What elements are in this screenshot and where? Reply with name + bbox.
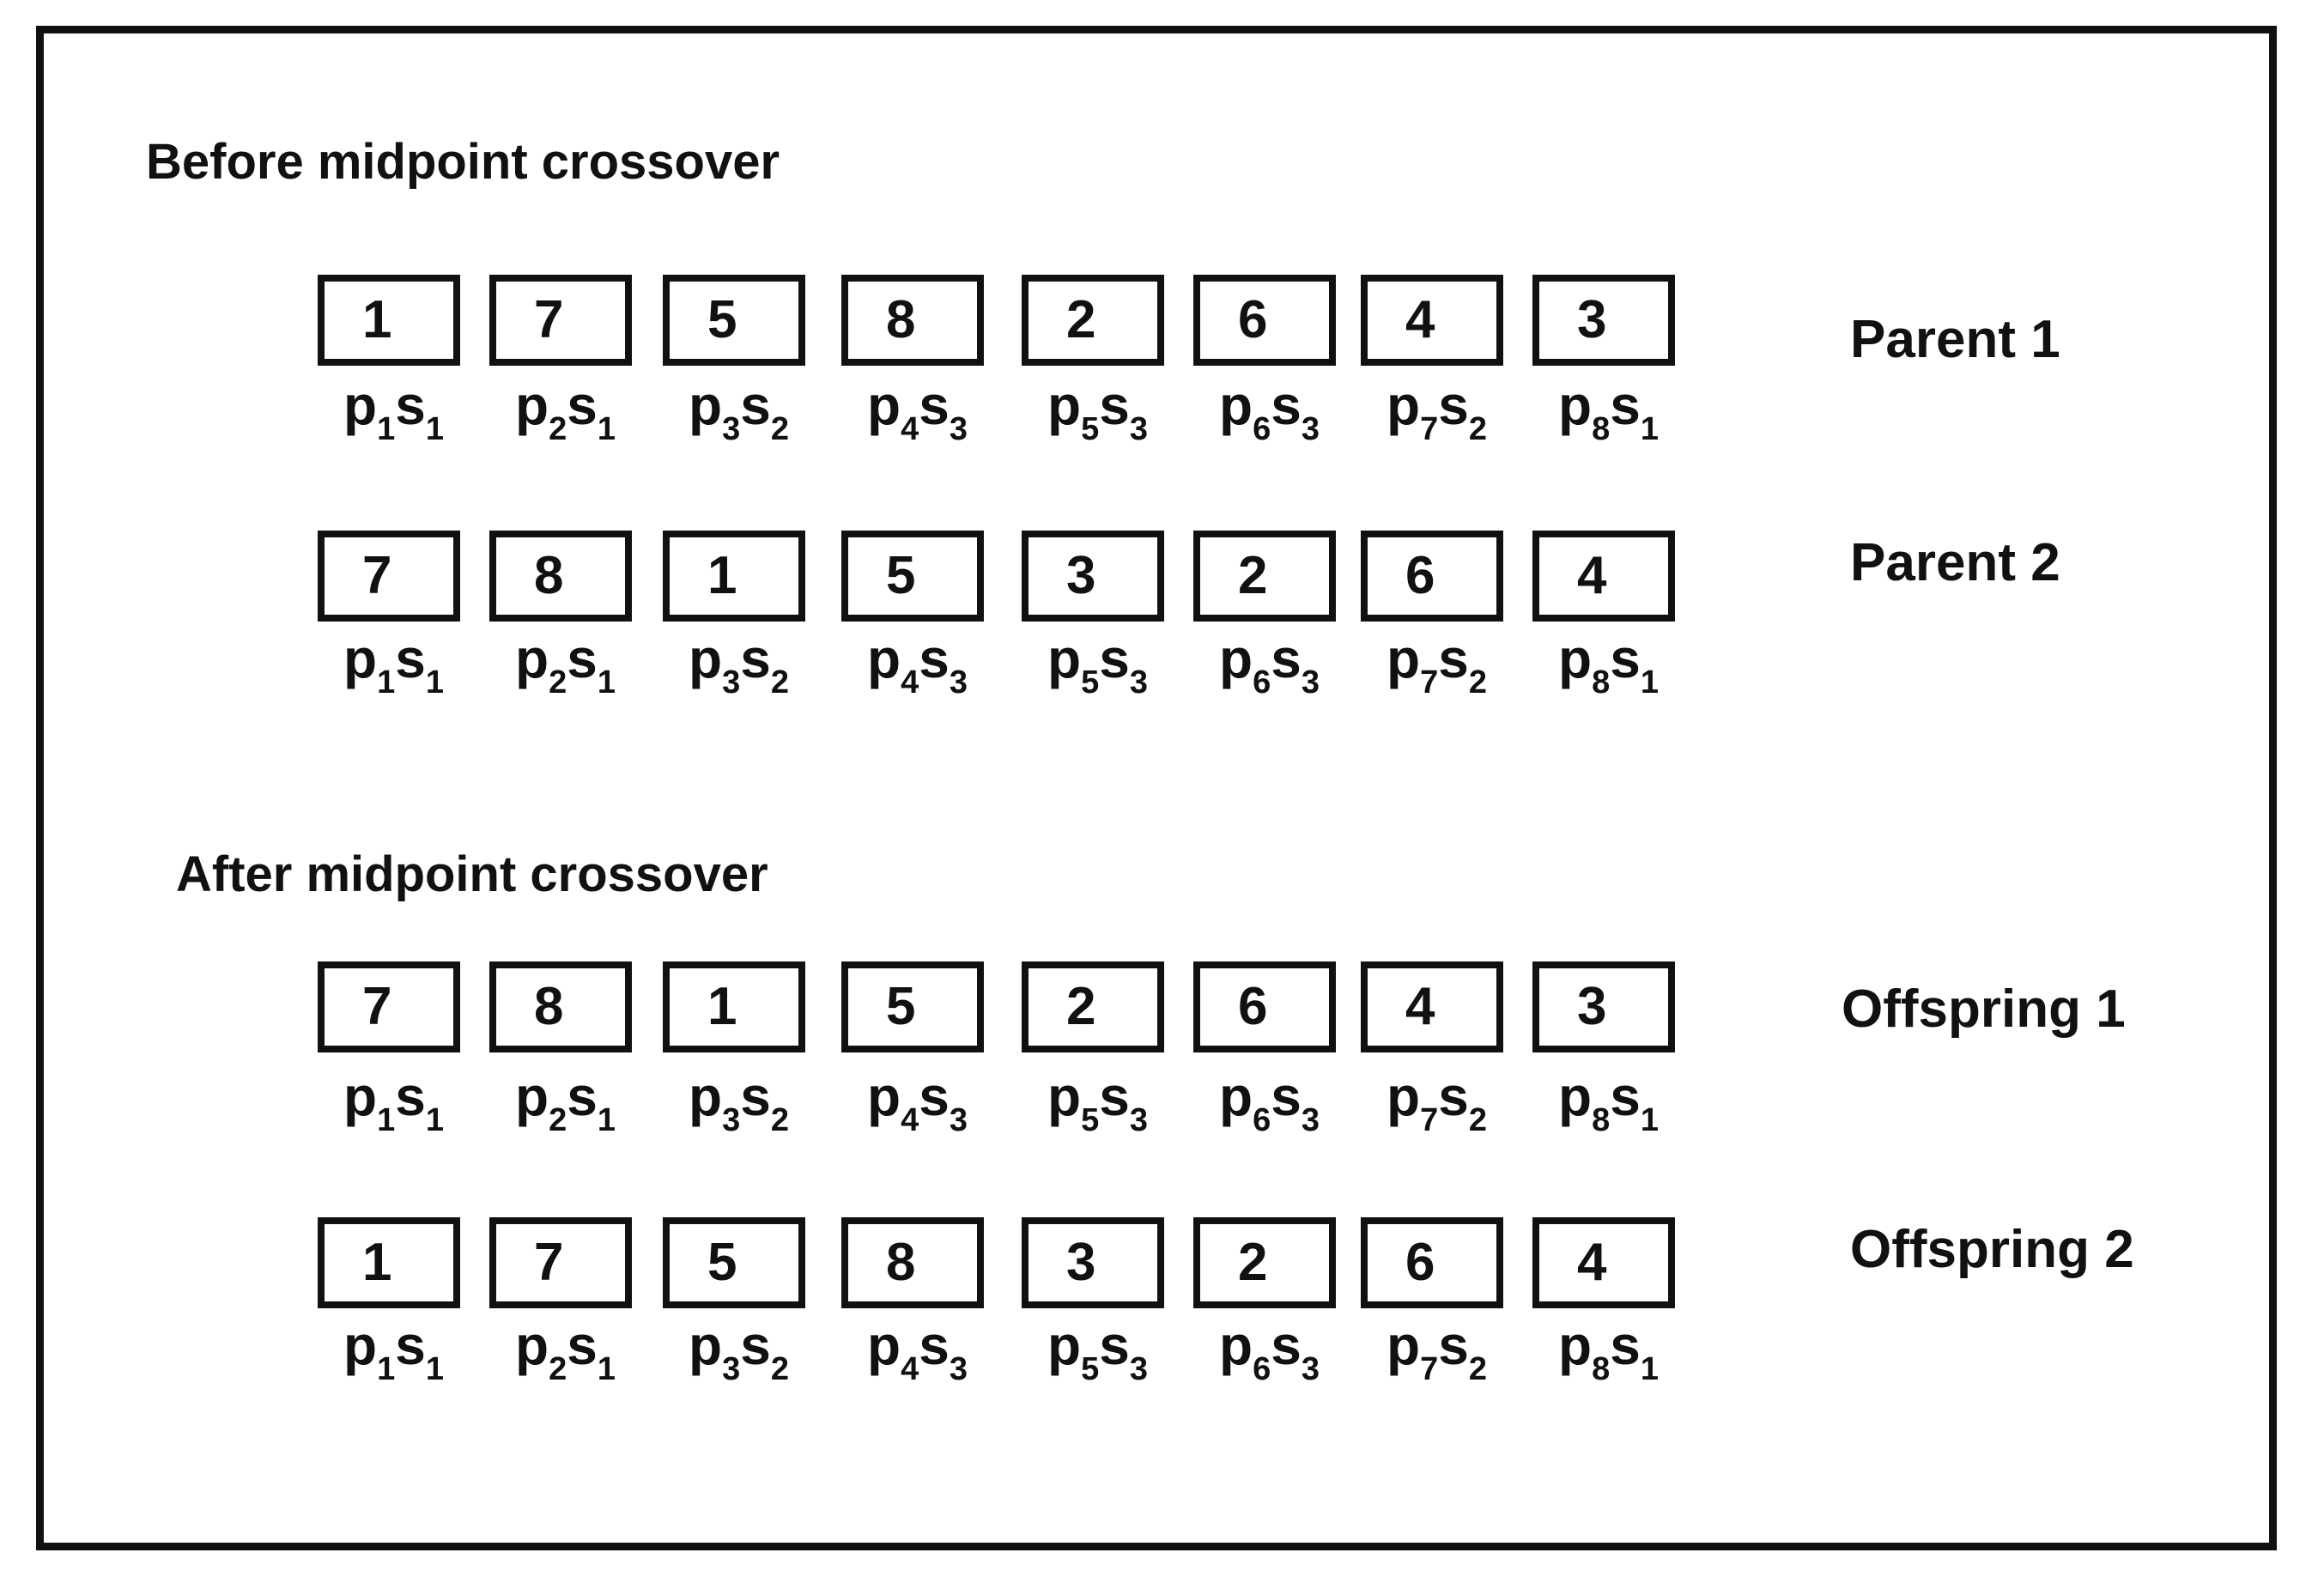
parent-2-gene-position-label bbox=[1387, 628, 1487, 701]
p-subscript: 1 bbox=[377, 411, 396, 447]
s-letter: s bbox=[1438, 1065, 1469, 1127]
parent-1-gene-value: 7 bbox=[534, 290, 564, 349]
p-subscript: 7 bbox=[1420, 1102, 1439, 1138]
p-letter: p bbox=[343, 1314, 378, 1376]
offspring-1-gene-position-label bbox=[515, 1065, 616, 1138]
offspring-1-gene-position-label bbox=[343, 1065, 444, 1138]
s-subscript: 3 bbox=[1301, 411, 1320, 447]
parent-1-gene-position-label bbox=[1047, 374, 1148, 447]
s-letter: s bbox=[1271, 1314, 1302, 1376]
s-letter: s bbox=[567, 1314, 598, 1376]
parent-2-gene-value: 2 bbox=[1238, 546, 1268, 605]
s-subscript: 3 bbox=[1301, 664, 1320, 701]
p-letter: p bbox=[689, 374, 723, 436]
p-subscript: 5 bbox=[1081, 1351, 1100, 1387]
p-letter: p bbox=[515, 628, 549, 689]
s-letter: s bbox=[567, 374, 598, 436]
p-letter: p bbox=[689, 1314, 723, 1376]
parent-2-gene-position-label bbox=[689, 628, 789, 701]
s-subscript: 2 bbox=[770, 411, 789, 447]
p-letter: p bbox=[689, 1065, 723, 1127]
parent-1-label: Parent 1 bbox=[1850, 310, 2060, 369]
p-subscript: 7 bbox=[1420, 664, 1439, 701]
parent-2-label: Parent 2 bbox=[1850, 533, 2060, 592]
parent-2-gene-value: 8 bbox=[534, 546, 564, 605]
p-subscript: 8 bbox=[1592, 1351, 1611, 1387]
s-letter: s bbox=[919, 1314, 950, 1376]
parent-2-gene-value: 1 bbox=[707, 546, 737, 605]
p-subscript: 8 bbox=[1592, 411, 1611, 447]
p-letter: p bbox=[1047, 1314, 1082, 1376]
offspring-1-gene-value: 1 bbox=[707, 977, 737, 1036]
p-letter: p bbox=[1558, 1065, 1593, 1127]
parent-2-gene-position-label bbox=[1219, 628, 1320, 701]
p-letter: p bbox=[689, 628, 723, 689]
p-letter: p bbox=[1387, 1314, 1421, 1376]
p-subscript: 3 bbox=[722, 1351, 741, 1387]
s-subscript: 1 bbox=[1640, 411, 1659, 447]
p-subscript: 6 bbox=[1253, 1102, 1271, 1138]
s-letter: s bbox=[1610, 1314, 1641, 1376]
p-subscript: 7 bbox=[1420, 411, 1439, 447]
p-subscript: 3 bbox=[722, 1102, 741, 1138]
p-letter: p bbox=[515, 374, 549, 436]
p-letter: p bbox=[343, 628, 378, 689]
parent-2-gene-value: 4 bbox=[1577, 546, 1607, 605]
parent-2-gene-value: 6 bbox=[1405, 546, 1435, 605]
parent-1-gene-position-label bbox=[689, 374, 789, 447]
parent-2-gene-position-label bbox=[1047, 628, 1148, 701]
p-letter: p bbox=[1387, 374, 1421, 436]
s-letter: s bbox=[567, 1065, 598, 1127]
offspring-2-gene-position-label bbox=[1558, 1314, 1659, 1387]
offspring-2-gene-position-label bbox=[1387, 1314, 1487, 1387]
s-letter: s bbox=[1438, 374, 1469, 436]
s-subscript: 3 bbox=[949, 411, 968, 447]
offspring-1-gene-value: 5 bbox=[886, 977, 916, 1036]
offspring-2-gene-position-label bbox=[1047, 1314, 1148, 1387]
s-subscript: 3 bbox=[949, 1351, 968, 1387]
offspring-2-gene-value: 7 bbox=[534, 1233, 564, 1292]
s-letter: s bbox=[740, 1065, 771, 1127]
p-subscript: 1 bbox=[377, 664, 396, 701]
parent-2-gene-position-label bbox=[1558, 628, 1659, 701]
s-letter: s bbox=[740, 628, 771, 689]
p-letter: p bbox=[1558, 374, 1593, 436]
s-subscript: 3 bbox=[949, 664, 968, 701]
parent-1-gene-position-label bbox=[1219, 374, 1320, 447]
s-subscript: 1 bbox=[425, 411, 444, 447]
p-subscript: 6 bbox=[1253, 1351, 1271, 1387]
p-subscript: 4 bbox=[901, 411, 919, 447]
parent-2-gene-position-label bbox=[867, 628, 968, 701]
s-letter: s bbox=[567, 628, 598, 689]
parent-1-gene-value: 8 bbox=[886, 290, 916, 349]
s-subscript: 2 bbox=[770, 1351, 789, 1387]
parent-1-gene-value: 2 bbox=[1066, 290, 1096, 349]
offspring-1-gene-value: 7 bbox=[362, 977, 392, 1036]
p-letter: p bbox=[515, 1314, 549, 1376]
s-letter: s bbox=[395, 628, 426, 689]
offspring-2-gene-position-label bbox=[689, 1314, 789, 1387]
offspring-2-gene-position-label bbox=[343, 1314, 444, 1387]
p-letter: p bbox=[867, 628, 901, 689]
parent-1-gene-position-label bbox=[867, 374, 968, 447]
s-subscript: 1 bbox=[597, 411, 616, 447]
s-subscript: 1 bbox=[1640, 664, 1659, 701]
s-letter: s bbox=[740, 374, 771, 436]
s-subscript: 3 bbox=[1129, 1351, 1148, 1387]
offspring-1-gene-value: 6 bbox=[1238, 977, 1268, 1036]
p-letter: p bbox=[1558, 1314, 1593, 1376]
p-letter: p bbox=[343, 1065, 378, 1127]
p-subscript: 6 bbox=[1253, 411, 1271, 447]
s-subscript: 1 bbox=[425, 1102, 444, 1138]
offspring-2-gene-position-label bbox=[515, 1314, 616, 1387]
p-subscript: 5 bbox=[1081, 1102, 1100, 1138]
parent-1-gene-value: 6 bbox=[1238, 290, 1268, 349]
p-letter: p bbox=[1047, 374, 1082, 436]
s-subscript: 3 bbox=[1301, 1351, 1320, 1387]
s-subscript: 1 bbox=[597, 664, 616, 701]
p-letter: p bbox=[1047, 628, 1082, 689]
p-letter: p bbox=[867, 1065, 901, 1127]
s-letter: s bbox=[1610, 1065, 1641, 1127]
offspring-2-gene-value: 5 bbox=[707, 1233, 737, 1292]
parent-2-gene-position-label bbox=[515, 628, 616, 701]
p-subscript: 2 bbox=[549, 664, 567, 701]
p-letter: p bbox=[343, 374, 378, 436]
p-subscript: 2 bbox=[549, 1351, 567, 1387]
s-subscript: 1 bbox=[597, 1351, 616, 1387]
s-subscript: 1 bbox=[1640, 1351, 1659, 1387]
s-subscript: 1 bbox=[597, 1102, 616, 1138]
s-letter: s bbox=[1271, 374, 1302, 436]
before-crossover-title: Before midpoint crossover bbox=[146, 134, 780, 190]
s-letter: s bbox=[1271, 1065, 1302, 1127]
parent-1-gene-value: 3 bbox=[1577, 290, 1607, 349]
s-letter: s bbox=[395, 1065, 426, 1127]
p-letter: p bbox=[1047, 1065, 1082, 1127]
p-subscript: 2 bbox=[549, 1102, 567, 1138]
s-letter: s bbox=[395, 374, 426, 436]
offspring-1-gene-position-label bbox=[1387, 1065, 1487, 1138]
offspring-1-gene-position-label bbox=[1047, 1065, 1148, 1138]
offspring-1-gene-value: 4 bbox=[1405, 977, 1435, 1036]
offspring-2-gene-value: 2 bbox=[1238, 1233, 1268, 1292]
s-subscript: 1 bbox=[1640, 1102, 1659, 1138]
parent-2-gene-value: 7 bbox=[362, 546, 392, 605]
offspring-1-gene-position-label bbox=[1558, 1065, 1659, 1138]
parent-1-gene-value: 5 bbox=[707, 290, 737, 349]
offspring-2-gene-value: 6 bbox=[1405, 1233, 1435, 1292]
offspring-2-gene-position-label bbox=[867, 1314, 968, 1387]
p-subscript: 1 bbox=[377, 1102, 396, 1138]
p-letter: p bbox=[1558, 628, 1593, 689]
p-letter: p bbox=[515, 1065, 549, 1127]
p-subscript: 2 bbox=[549, 411, 567, 447]
s-subscript: 1 bbox=[425, 664, 444, 701]
p-subscript: 4 bbox=[901, 664, 919, 701]
offspring-1-gene-value: 2 bbox=[1066, 977, 1096, 1036]
s-letter: s bbox=[1099, 374, 1130, 436]
parent-1-gene-value: 1 bbox=[362, 290, 392, 349]
s-letter: s bbox=[1438, 628, 1469, 689]
after-crossover-title: After midpoint crossover bbox=[176, 846, 768, 902]
s-letter: s bbox=[1099, 1314, 1130, 1376]
s-subscript: 2 bbox=[1468, 664, 1487, 701]
s-subscript: 3 bbox=[1129, 411, 1148, 447]
p-subscript: 6 bbox=[1253, 664, 1271, 701]
p-subscript: 4 bbox=[901, 1102, 919, 1138]
offspring-2-gene-value: 1 bbox=[362, 1233, 392, 1292]
offspring-1-gene-position-label bbox=[867, 1065, 968, 1138]
parent-1-gene-position-label bbox=[515, 374, 616, 447]
s-letter: s bbox=[919, 628, 950, 689]
p-letter: p bbox=[1219, 374, 1253, 436]
parent-1-gene-position-label bbox=[1387, 374, 1487, 447]
s-subscript: 3 bbox=[1129, 1102, 1148, 1138]
p-subscript: 5 bbox=[1081, 411, 1100, 447]
s-subscript: 2 bbox=[770, 664, 789, 701]
s-letter: s bbox=[395, 1314, 426, 1376]
s-letter: s bbox=[740, 1314, 771, 1376]
s-letter: s bbox=[1099, 628, 1130, 689]
s-letter: s bbox=[919, 1065, 950, 1127]
p-letter: p bbox=[1387, 628, 1421, 689]
s-letter: s bbox=[1271, 628, 1302, 689]
offspring-2-gene-value: 4 bbox=[1577, 1233, 1607, 1292]
p-subscript: 3 bbox=[722, 664, 741, 701]
offspring-2-gene-position-label bbox=[1219, 1314, 1320, 1387]
s-subscript: 2 bbox=[1468, 411, 1487, 447]
p-letter: p bbox=[1219, 628, 1253, 689]
p-letter: p bbox=[867, 374, 901, 436]
p-letter: p bbox=[1219, 1065, 1253, 1127]
offspring-2-gene-value: 8 bbox=[886, 1233, 916, 1292]
p-subscript: 5 bbox=[1081, 664, 1100, 701]
p-subscript: 7 bbox=[1420, 1351, 1439, 1387]
s-subscript: 2 bbox=[1468, 1102, 1487, 1138]
offspring-1-label: Offspring 1 bbox=[1842, 980, 2126, 1039]
p-letter: p bbox=[1219, 1314, 1253, 1376]
p-letter: p bbox=[1387, 1065, 1421, 1127]
s-letter: s bbox=[1438, 1314, 1469, 1376]
s-letter: s bbox=[1099, 1065, 1130, 1127]
p-subscript: 8 bbox=[1592, 1102, 1611, 1138]
s-subscript: 2 bbox=[770, 1102, 789, 1138]
s-subscript: 2 bbox=[1468, 1351, 1487, 1387]
p-subscript: 3 bbox=[722, 411, 741, 447]
p-subscript: 1 bbox=[377, 1351, 396, 1387]
p-letter: p bbox=[867, 1314, 901, 1376]
offspring-1-gene-position-label bbox=[689, 1065, 789, 1138]
s-subscript: 3 bbox=[949, 1102, 968, 1138]
s-subscript: 3 bbox=[1129, 664, 1148, 701]
s-subscript: 1 bbox=[425, 1351, 444, 1387]
parent-1-gene-value: 4 bbox=[1405, 290, 1435, 349]
s-letter: s bbox=[1610, 374, 1641, 436]
parent-2-gene-value: 5 bbox=[886, 546, 916, 605]
s-subscript: 3 bbox=[1301, 1102, 1320, 1138]
offspring-1-gene-position-label bbox=[1219, 1065, 1320, 1138]
offspring-2-gene-value: 3 bbox=[1066, 1233, 1096, 1292]
s-letter: s bbox=[919, 374, 950, 436]
offspring-1-gene-value: 3 bbox=[1577, 977, 1607, 1036]
parent-1-gene-position-label bbox=[1558, 374, 1659, 447]
s-letter: s bbox=[1610, 628, 1641, 689]
p-subscript: 4 bbox=[901, 1351, 919, 1387]
parent-1-gene-position-label bbox=[343, 374, 444, 447]
offspring-1-gene-value: 8 bbox=[534, 977, 564, 1036]
parent-2-gene-position-label bbox=[343, 628, 444, 701]
parent-2-gene-value: 3 bbox=[1066, 546, 1096, 605]
p-subscript: 8 bbox=[1592, 664, 1611, 701]
offspring-2-label: Offspring 2 bbox=[1850, 1220, 2134, 1279]
